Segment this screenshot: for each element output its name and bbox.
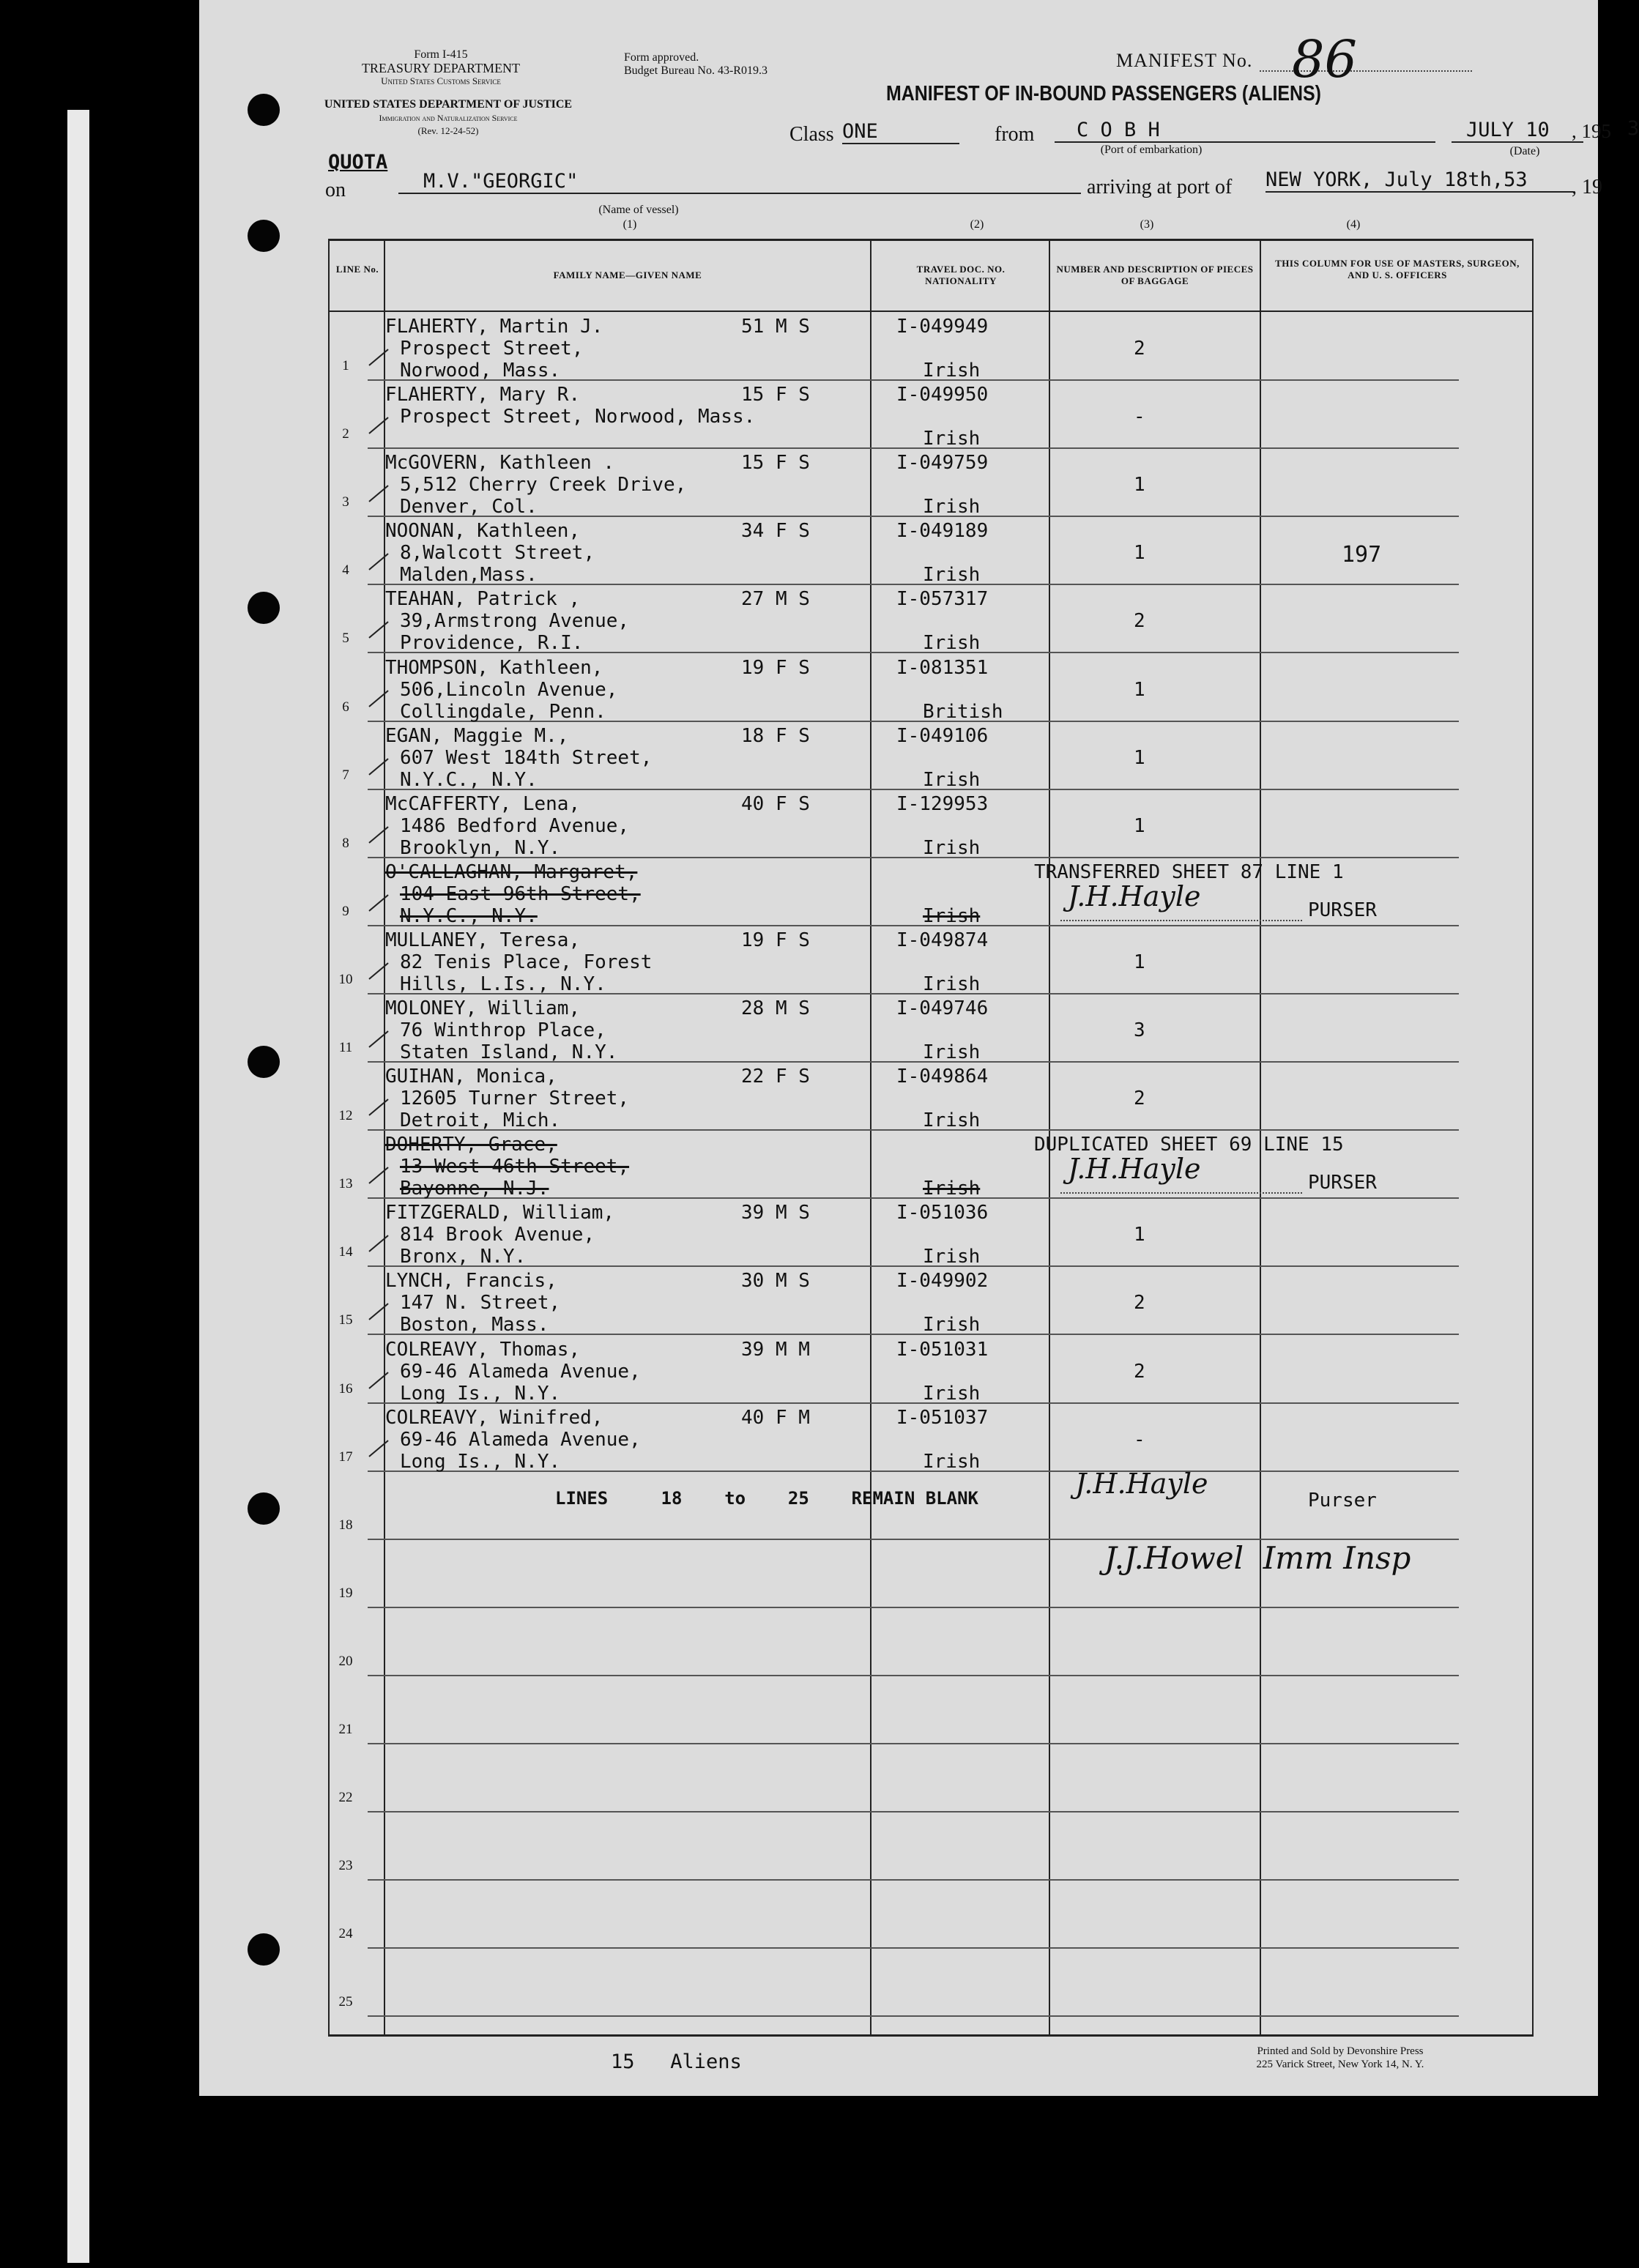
- col-number-2: (2): [970, 218, 984, 231]
- line-number: 7: [342, 767, 349, 783]
- table-row: [328, 1949, 1460, 2017]
- line-number: 9: [342, 903, 349, 919]
- line-number: 20: [338, 1653, 353, 1669]
- passenger-name: McCAFFERTY, Lena,: [385, 792, 581, 815]
- purser-signature: J.H.Hayle: [1068, 1153, 1201, 1186]
- table-row: [328, 585, 1460, 653]
- header-line-no: LINE No.: [335, 264, 379, 275]
- customs-service: United States Customs Service: [381, 75, 501, 86]
- travel-doc-number: I-129953: [896, 792, 989, 815]
- nationality: Irish: [923, 360, 981, 382]
- table-row: [328, 722, 1460, 790]
- nationality: Irish: [923, 973, 981, 995]
- address-line: 5,512 Cherry Creek Drive,: [400, 474, 687, 497]
- address-line: 82 Tenis Place, Forest: [400, 951, 653, 973]
- address-line: 147 N. Street,: [400, 1292, 561, 1315]
- punch-hole: [248, 94, 280, 126]
- address-city: Detroit, Mich.: [400, 1109, 561, 1132]
- travel-doc-number: I-051036: [896, 1202, 989, 1224]
- address-city: Denver, Col.: [400, 496, 538, 518]
- table-row: [328, 1608, 1460, 1676]
- class-label: Class: [789, 123, 834, 146]
- age-sex-status: 27 M S: [741, 588, 810, 611]
- passenger-name: DOHERTY, Grace,: [385, 1134, 557, 1156]
- nationality: Irish: [923, 632, 981, 655]
- travel-doc-number: I-049759: [896, 452, 989, 475]
- line-number: 13: [338, 1176, 353, 1192]
- purser-signature: J.H.Hayle: [1068, 880, 1201, 912]
- line-number: 1: [342, 358, 349, 373]
- check-mark: [368, 1098, 388, 1115]
- age-sex-status: 28 M S: [741, 997, 810, 1019]
- check-mark: [368, 554, 388, 570]
- travel-doc-number: I-081351: [896, 656, 989, 679]
- travel-doc-number: I-049950: [896, 384, 989, 406]
- printer-line-2: 225 Varick Street, New York 14, N. Y.: [1256, 2059, 1424, 2070]
- nationality: Irish: [923, 1041, 981, 1063]
- line-number: 24: [338, 1926, 353, 1942]
- age-sex-status: 19 F S: [741, 929, 810, 951]
- check-mark: [368, 349, 388, 365]
- address-line: 607 West 184th Street,: [400, 746, 653, 769]
- address-line: 814 Brook Avenue,: [400, 1224, 595, 1246]
- travel-doc-number: I-057317: [896, 588, 989, 611]
- col-number-1: (1): [622, 218, 637, 231]
- table-row: [328, 449, 1460, 517]
- line-number: 8: [342, 835, 349, 851]
- punch-hole: [248, 592, 280, 624]
- age-sex-status: 22 F S: [741, 1066, 810, 1088]
- check-mark: [368, 622, 388, 639]
- nationality: Irish: [923, 836, 981, 859]
- baggage-count: 2: [1134, 1292, 1145, 1315]
- table-row: [328, 926, 1460, 994]
- vessel-name: M.V."GEORGIC": [398, 170, 1081, 194]
- col-number-4: (4): [1346, 218, 1361, 231]
- quota-stamp: QUOTA: [328, 151, 388, 174]
- treasury-dept: TREASURY DEPARTMENT: [361, 61, 521, 75]
- line-number: 18: [338, 1517, 353, 1533]
- address-city: Malden,Mass.: [400, 564, 538, 587]
- address-line: 12605 Turner Street,: [400, 1087, 630, 1110]
- address-line: 76 Winthrop Place,: [400, 1019, 606, 1041]
- passenger-name: TEAHAN, Patrick ,: [385, 588, 581, 611]
- passenger-name: FLAHERTY, Mary R.: [385, 384, 581, 406]
- doj-title: UNITED STATES DEPARTMENT OF JUSTICE: [324, 98, 573, 111]
- baggage-count: 1: [1134, 814, 1145, 837]
- age-sex-status: 18 F S: [741, 724, 810, 747]
- check-mark: [368, 690, 388, 707]
- address-line: 506,Lincoln Avenue,: [400, 678, 618, 701]
- travel-doc-number: I-049902: [896, 1270, 989, 1293]
- table-row: [328, 313, 1460, 381]
- baggage-count: 1: [1134, 474, 1145, 497]
- rev-date: (Rev. 12-24-52): [417, 125, 479, 136]
- inspector-signature: J.J.Howel Imm Insp: [1104, 1539, 1411, 1576]
- ins-title: Immigration and Naturalization Service: [379, 113, 518, 123]
- arriving-port-date: NEW YORK, July 18th,53: [1266, 168, 1573, 193]
- address-line: 69-46 Alameda Avenue,: [400, 1360, 641, 1383]
- age-sex-status: 15 F S: [741, 384, 810, 406]
- travel-doc-number: I-049189: [896, 520, 989, 543]
- passenger-name: EGAN, Maggie M.,: [385, 724, 569, 747]
- header-name: FAMILY NAME—GIVEN NAME: [553, 269, 702, 280]
- address-line: 69-46 Alameda Avenue,: [400, 1428, 641, 1451]
- purser-label: PURSER: [1308, 899, 1377, 921]
- port-caption: (Port of embarkation): [1100, 144, 1203, 156]
- line-number: 6: [342, 699, 349, 715]
- line-number: 10: [338, 971, 353, 987]
- baggage-count: -: [1134, 1428, 1145, 1451]
- table-row: [328, 1063, 1460, 1131]
- table-row: [328, 1467, 1460, 1540]
- address-city: Collingdale, Penn.: [400, 700, 606, 723]
- nationality: Irish: [923, 1382, 981, 1405]
- film-edge-strip: [67, 110, 89, 2263]
- passenger-name: MULLANEY, Teresa,: [385, 929, 581, 951]
- travel-doc-number: I-049874: [896, 929, 989, 951]
- nationality: Irish: [923, 1109, 981, 1132]
- check-mark: [368, 485, 388, 502]
- address-line: 39,Armstrong Avenue,: [400, 610, 630, 633]
- address-city: Norwood, Mass.: [400, 360, 561, 382]
- travel-doc-number: I-051037: [896, 1406, 989, 1429]
- table-row: [328, 381, 1460, 449]
- line-number: 25: [338, 1994, 353, 2010]
- table-row: [328, 1404, 1460, 1472]
- line-number: 11: [338, 1040, 353, 1055]
- age-sex-status: 40 F M: [741, 1406, 810, 1429]
- passenger-name: MOLONEY, William,: [385, 997, 581, 1019]
- line-number: 2: [342, 426, 349, 442]
- header-travel-doc: TRAVEL DOC. NO. NATIONALITY: [916, 264, 1006, 286]
- age-sex-status: 19 F S: [741, 656, 810, 679]
- purser-label: Purser: [1308, 1489, 1377, 1512]
- check-mark: [368, 1440, 388, 1457]
- nationality: Irish: [923, 496, 981, 518]
- table-row: [328, 1267, 1460, 1335]
- address-line: 1486 Bedford Avenue,: [400, 814, 630, 837]
- age-sex-status: 30 M S: [741, 1270, 810, 1293]
- check-mark: [368, 417, 388, 434]
- manifest-date: JULY 10: [1452, 119, 1583, 143]
- address-line: Prospect Street, Norwood, Mass.: [400, 406, 756, 428]
- table-row: [328, 1676, 1460, 1744]
- table-row: [328, 517, 1460, 585]
- check-mark: [368, 962, 388, 979]
- address-city: N.Y.C., N.Y.: [400, 904, 538, 927]
- transfer-annotation: DUPLICATED SHEET 69 LINE 15: [1034, 1134, 1344, 1156]
- address-city: Long Is., N.Y.: [400, 1450, 561, 1473]
- travel-doc-number: I-051031: [896, 1338, 989, 1361]
- form-number: Form I-415: [414, 48, 468, 61]
- line-number: 22: [338, 1790, 353, 1806]
- passenger-name: GUIHAN, Monica,: [385, 1066, 557, 1088]
- table-row: [328, 1812, 1460, 1881]
- table-row: [328, 654, 1460, 722]
- line-number: 16: [338, 1380, 353, 1397]
- manifest-year-prefix: , 195: [1572, 120, 1611, 142]
- punch-hole: [248, 1933, 280, 1966]
- nationality: Irish: [923, 564, 981, 587]
- address-city: Long Is., N.Y.: [400, 1382, 561, 1405]
- age-sex-status: 34 F S: [741, 520, 810, 543]
- address-city: Hills, L.Is., N.Y.: [400, 973, 606, 995]
- budget-bureau: Budget Bureau No. 43-R019.3: [624, 64, 768, 77]
- purser-signature: J.H.Hayle: [1075, 1467, 1208, 1500]
- baggage-count: -: [1134, 406, 1145, 428]
- address-line: 13 West 46th Street,: [400, 1156, 630, 1178]
- form-approved: Form approved.: [624, 51, 699, 64]
- travel-doc-number: I-049746: [896, 997, 989, 1019]
- check-mark: [368, 894, 388, 911]
- check-mark: [368, 1372, 388, 1388]
- line-number: 14: [338, 1244, 353, 1260]
- address-city: Providence, R.I.: [400, 632, 584, 655]
- address-city: Bronx, N.Y.: [400, 1246, 527, 1268]
- baggage-count: 2: [1134, 338, 1145, 360]
- age-sex-status: 40 F S: [741, 792, 810, 815]
- port-of-embarkation: C O B H: [1055, 119, 1435, 143]
- manifest-no-value: 86: [1292, 29, 1358, 89]
- table-row: [328, 994, 1460, 1063]
- passenger-name: LYNCH, Francis,: [385, 1270, 557, 1293]
- address-city: Brooklyn, N.Y.: [400, 836, 561, 859]
- nationality: Irish: [923, 904, 981, 927]
- passenger-name: McGOVERN, Kathleen .: [385, 452, 615, 475]
- line-number: 23: [338, 1858, 353, 1874]
- age-sex-status: 39 M S: [741, 1202, 810, 1224]
- header-baggage: NUMBER AND DESCRIPTION OF PIECES OF BAGGAGE: [1056, 264, 1254, 286]
- printer-line-1: Printed and Sold by Devonshire Press: [1257, 2045, 1424, 2057]
- baggage-count: 2: [1134, 1360, 1145, 1383]
- baggage-count: 1: [1134, 951, 1145, 973]
- nationality: Irish: [923, 1178, 981, 1200]
- punch-hole: [248, 220, 280, 252]
- address-city: N.Y.C., N.Y.: [400, 768, 538, 791]
- arriving-year-suffix: , 19: [1572, 176, 1602, 198]
- table-row: [328, 858, 1460, 926]
- passenger-name: NOONAN, Kathleen,: [385, 520, 581, 543]
- travel-doc-number: I-049864: [896, 1066, 989, 1088]
- travel-doc-number: I-049106: [896, 724, 989, 747]
- table-row: [328, 1540, 1460, 1608]
- check-mark: [368, 1030, 388, 1047]
- address-city: Boston, Mass.: [400, 1314, 549, 1336]
- from-label: from: [995, 123, 1035, 146]
- table-row: [328, 1744, 1460, 1812]
- manifest-no-label: MANIFEST No.: [1116, 50, 1253, 71]
- arriving-label: arriving at port of: [1087, 176, 1233, 198]
- line-number: 17: [338, 1449, 353, 1465]
- nationality: Irish: [923, 1450, 981, 1473]
- punch-hole: [248, 1492, 280, 1525]
- line-number: 15: [338, 1312, 353, 1328]
- remain-blank-note: LINES 18 to 25 REMAIN BLANK: [555, 1487, 978, 1509]
- baggage-count: 3: [1134, 1019, 1145, 1041]
- travel-doc-number: I-049949: [896, 316, 989, 338]
- line-number: 3: [342, 494, 349, 510]
- address-city: Staten Island, N.Y.: [400, 1041, 618, 1063]
- purser-label: PURSER: [1308, 1172, 1377, 1194]
- baggage-count: 1: [1134, 746, 1145, 769]
- age-sex-status: 51 M S: [741, 316, 810, 338]
- passenger-name: FLAHERTY, Martin J.: [385, 316, 603, 338]
- check-mark: [368, 1235, 388, 1252]
- check-mark: [368, 1304, 388, 1320]
- baggage-count: 1: [1134, 678, 1145, 701]
- check-mark: [368, 1167, 388, 1183]
- passenger-name: O'CALLAGHAN, Margaret,: [385, 860, 638, 883]
- line-number: 12: [338, 1108, 353, 1124]
- check-mark: [368, 758, 388, 775]
- baggage-count: 1: [1134, 1224, 1145, 1246]
- class-value: ONE: [842, 120, 959, 144]
- manifest-title: MANIFEST OF IN-BOUND PASSENGERS (ALIENS): [886, 82, 1321, 105]
- date-caption: (Date): [1509, 145, 1540, 157]
- baggage-count: 2: [1134, 610, 1145, 633]
- col-number-3: (3): [1140, 218, 1154, 231]
- header-officers: THIS COLUMN FOR USE OF MASTERS, SURGEON, AND U. S. OFFICERS: [1275, 258, 1520, 280]
- passenger-name: COLREAVY, Thomas,: [385, 1338, 581, 1361]
- age-sex-status: 15 F S: [741, 452, 810, 475]
- table-row: [328, 1881, 1460, 1949]
- punch-hole: [248, 1046, 280, 1078]
- table-row: [328, 1336, 1460, 1404]
- table-row: [328, 1199, 1460, 1267]
- address-city: Bayonne, N.J.: [400, 1178, 549, 1200]
- line-number: 5: [342, 631, 349, 647]
- address-line: 104 East 96th Street,: [400, 882, 641, 905]
- baggage-count: 2: [1134, 1087, 1145, 1110]
- passenger-name: COLREAVY, Winifred,: [385, 1406, 603, 1429]
- nationality: Irish: [923, 428, 981, 450]
- manifest-year-suffix: 3: [1627, 117, 1639, 140]
- address-line: Prospect Street,: [400, 338, 584, 360]
- nationality: Irish: [923, 768, 981, 791]
- transfer-annotation: TRANSFERRED SHEET 87 LINE 1: [1034, 860, 1344, 883]
- age-sex-status: 39 M M: [741, 1338, 810, 1361]
- on-label: on: [325, 179, 346, 201]
- table-row: [328, 790, 1460, 858]
- nationality: Irish: [923, 1246, 981, 1268]
- check-mark: [368, 826, 388, 843]
- line-number: 4: [342, 562, 349, 579]
- nationality: Irish: [923, 1314, 981, 1336]
- vessel-caption: (Name of vessel): [598, 204, 679, 216]
- table-row: [328, 1131, 1460, 1199]
- line-number: 19: [338, 1585, 353, 1601]
- passenger-name: THOMPSON, Kathleen,: [385, 656, 603, 679]
- baggage-count: 1: [1134, 542, 1145, 565]
- total-aliens: 15 Aliens: [611, 2051, 742, 2073]
- line-number: 21: [338, 1722, 353, 1737]
- passenger-name: FITZGERALD, William,: [385, 1202, 615, 1224]
- officer-note: 197: [1342, 542, 1382, 568]
- nationality: British: [923, 700, 1003, 723]
- address-line: 8,Walcott Street,: [400, 542, 595, 565]
